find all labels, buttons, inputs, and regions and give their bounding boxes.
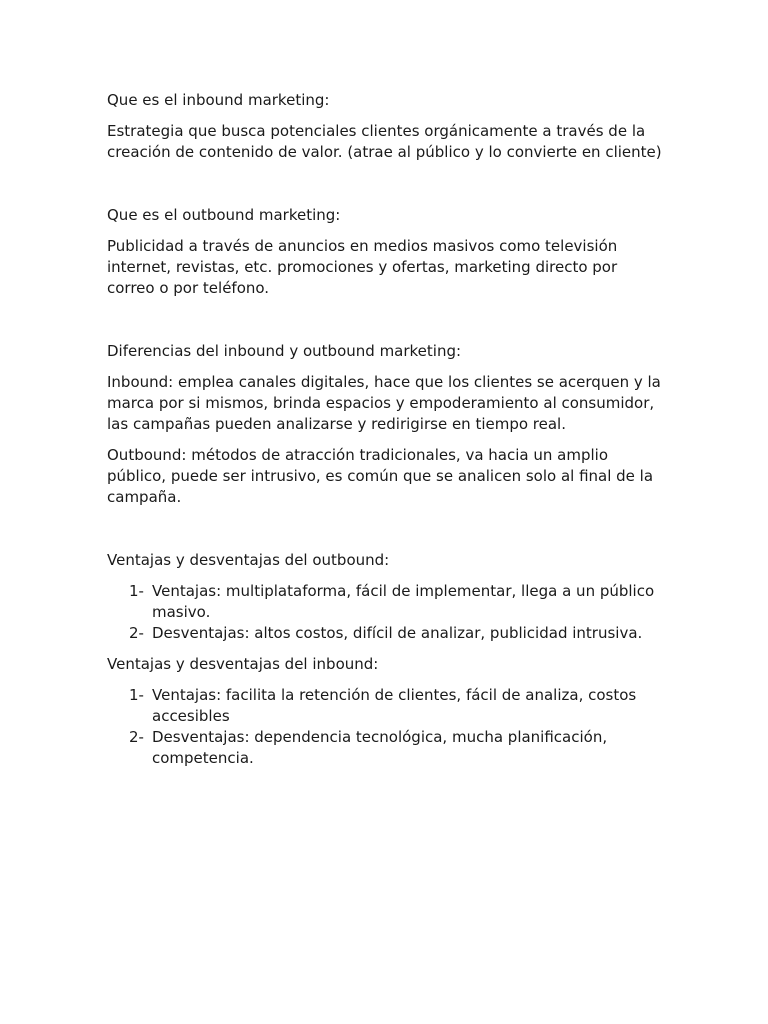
document-page <box>107 90 667 779</box>
list-item <box>107 727 667 769</box>
inbound-definition-heading: Que es el inbound marketing: <box>107 91 330 109</box>
outbound-pros-cons-heading: Ventajas y desventajas del outbound: <box>107 551 390 569</box>
inbound-definition-text: Estrategia que busca potenciales clientes orgánicamente a través de la creación de contenido de valor. (atrae al público y lo convierte en cliente) <box>107 122 662 161</box>
inbound-pros-cons-heading: Ventajas y desventajas del inbound: <box>107 655 379 673</box>
outbound-pros-cons-list <box>107 581 667 644</box>
list-item-text: Ventajas: multiplataforma, fácil de implementar, llega a un público masivo. <box>152 582 655 621</box>
list-item-text: Desventajas: altos costos, difícil de analizar, publicidad intrusiva. <box>152 624 643 642</box>
differences-outbound-text: Outbound: métodos de atracción tradicionales, va hacia un amplio público, puede ser intrusivo, es común que se analicen solo al final de la campaña. <box>107 446 654 506</box>
list-item-number: 2- <box>129 728 144 746</box>
differences-heading: Diferencias del inbound y outbound marketing: <box>107 342 462 360</box>
list-item-number: 2- <box>129 624 144 642</box>
list-item <box>107 685 667 727</box>
list-item <box>107 623 667 644</box>
outbound-definition-heading: Que es el outbound marketing: <box>107 206 341 224</box>
list-item-text: Desventajas: dependencia tecnológica, mucha planificación, competencia. <box>152 728 608 767</box>
inbound-pros-cons-list <box>107 685 667 769</box>
outbound-definition-text: Publicidad a través de anuncios en medios masivos como televisión internet, revistas, etc. promociones y ofertas, marketing directo por correo o por teléfono. <box>107 237 618 297</box>
list-item <box>107 581 667 623</box>
list-item-text: Ventajas: facilita la retención de clientes, fácil de analiza, costos accesibles <box>152 686 637 725</box>
list-item-number: 1- <box>129 582 144 600</box>
list-item-number: 1- <box>129 686 144 704</box>
differences-inbound-text: Inbound: emplea canales digitales, hace que los clientes se acerquen y la marca por si mismos, brinda espacios y empoderamiento al consumidor, las campañas pueden analizarse y redirigirse en tiempo real. <box>107 373 661 433</box>
